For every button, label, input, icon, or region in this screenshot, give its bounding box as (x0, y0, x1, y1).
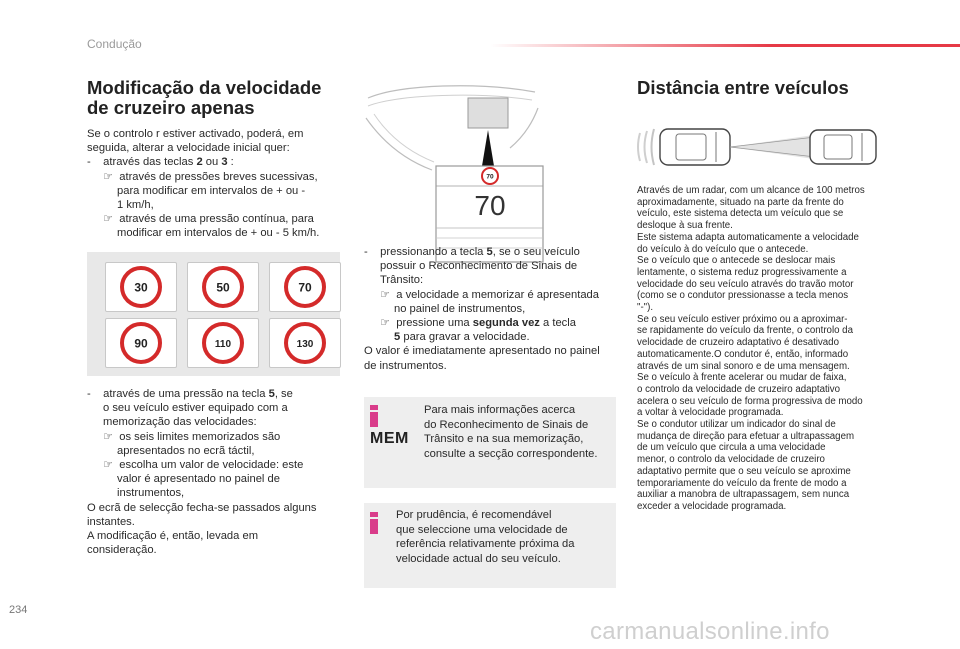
left-memorization-block (87, 387, 357, 557)
sub-bullet (364, 316, 620, 330)
text-span: através de uma pressão contínua, para (113, 213, 314, 226)
left-title (87, 78, 357, 118)
text-line: apresentados no ecrã táctil, (117, 444, 255, 457)
speed-sign-card (105, 318, 177, 368)
text-span: os seis limites memorizados são (113, 430, 281, 443)
sub-bullet (87, 170, 357, 184)
hand-pointer-icon: ☞ (103, 170, 114, 183)
text-line: Se o condutor utilizar um indicador do sinal de (637, 419, 836, 431)
text-line: para modificar em intervalos de + ou - (117, 184, 306, 197)
text-span: : (227, 156, 234, 169)
sign-value: 30 (134, 280, 148, 295)
speed-limit-110-icon (202, 322, 244, 364)
left-title-line2: de cruzeiro apenas (87, 97, 255, 118)
section-label: Condução (87, 37, 142, 51)
text-line: de um veículo que circula a uma velocidade (637, 442, 826, 454)
text-line: menor, o controlo da velocidade de cruzeiro (637, 454, 825, 466)
speed-sign-card (187, 318, 259, 368)
sub-bullet (87, 212, 357, 226)
text-line: do veículo à do veículo que o antecede. (637, 243, 809, 255)
text-line: que seleccione uma velocidade de (396, 523, 568, 536)
text-line: se rapidamente do veículo da frente, o controlo da (637, 325, 853, 337)
middle-text-block (364, 245, 620, 373)
sign-value: 70 (298, 280, 312, 295)
sub-bullet (87, 458, 357, 472)
text-line: a voltar à velocidade programada. (637, 407, 784, 419)
text-line: "-"). (637, 302, 654, 314)
text-line: acelera o seu veículo de forma progressiva de modo (637, 395, 863, 407)
text-line: O ecrã de selecção fecha-se passados alguns (87, 501, 317, 514)
text-line: 1 km/h, (117, 199, 154, 212)
text-span: escolha um valor de velocidade: este (113, 459, 304, 472)
page-number: 234 (9, 604, 28, 616)
text-line: exceder a velocidade programada. (637, 500, 787, 512)
text-line: Se o seu veículo estiver próximo ou a aproximar- (637, 313, 848, 325)
sub-bullet (87, 430, 357, 444)
speed-limit-70-icon (284, 266, 326, 308)
vehicle-distance-illustration (636, 123, 886, 173)
display-speed-value: 70 (474, 190, 506, 221)
sub-bullet (364, 288, 620, 302)
info-box-recognition (364, 397, 616, 488)
sign-value: 50 (216, 280, 230, 295)
sign-value: 90 (134, 336, 148, 351)
speed-limit-30-icon (120, 266, 162, 308)
text-span: a tecla (539, 317, 576, 330)
text-span: ou (202, 156, 222, 169)
text-line: memorização das velocidades: (103, 416, 257, 429)
speed-limit-130-icon (284, 322, 326, 364)
text-line: Por prudência, é recomendável (396, 509, 552, 521)
text-span: através de pressões breves sucessivas, (113, 170, 318, 183)
text-span: - através das teclas (87, 156, 197, 169)
text-line: auxiliar a manobra de ultrapassagem, sem nunca (637, 489, 850, 501)
text-line: do Reconhecimento de Sinais de (424, 418, 589, 431)
bullet-key5 (364, 245, 620, 259)
speed-sign-card (269, 318, 341, 368)
text-span: , se o seu veículo (492, 246, 580, 258)
info-box-prudence (364, 503, 616, 588)
text-line: no painel de instrumentos, (394, 302, 526, 315)
text-line: instantes. (87, 515, 135, 528)
mem-button-label: MEM (370, 430, 409, 447)
left-intro-block (87, 127, 357, 241)
speed-sign-card (187, 262, 259, 312)
text-line: desloque à sua frente. (637, 220, 733, 232)
speed-sign-card (105, 262, 177, 312)
speed-limit-90-icon (120, 322, 162, 364)
bullet-key5 (87, 387, 357, 401)
display-sign-value: 70 (486, 173, 494, 181)
text-line: consulte a secção correspondente. (424, 447, 598, 460)
text-line: o seu veículo estiver equipado com a (103, 402, 288, 415)
hand-pointer-icon: ☞ (103, 459, 114, 472)
key-label: 3 (221, 156, 228, 169)
text-span: , se (274, 388, 293, 400)
info-icon (370, 405, 378, 427)
text-line: possuir o Reconhecimento de Sinais de (380, 260, 578, 273)
emphasis: segunda vez (472, 317, 540, 330)
text-line: de instrumentos. (364, 359, 447, 372)
text-line: Trânsito e na sua memorização, (424, 433, 584, 446)
key-label: 2 (196, 156, 203, 169)
text-line: mudança de direção para efetuar a ultrapassagem (637, 430, 855, 442)
info-icon (370, 512, 378, 534)
text-span: - pressionando a tecla (364, 246, 487, 258)
text-line: veículo, este sistema detecta um veículo que se (637, 208, 844, 220)
left-title-line1: Modificação da velocidade (87, 77, 322, 98)
hand-pointer-icon: ☞ (380, 317, 391, 330)
watermark: carmanualsonline.info (590, 618, 830, 645)
right-text-block (637, 185, 899, 513)
text-line: temporariamente do veículo da frente de modo a (637, 477, 847, 489)
speed-limit-50-icon (202, 266, 244, 308)
info-box-text (424, 403, 614, 461)
text-line: Se o controlo r estiver activado, poderá, em (87, 128, 304, 140)
text-line: valor é apresentado no painel de (117, 473, 280, 486)
sign-value: 110 (214, 339, 232, 350)
header-accent-bar (490, 44, 960, 47)
text-line: seguida, alterar a velocidade inicial quer: (87, 142, 290, 155)
text-span: pressione uma (390, 317, 473, 330)
text-line: através de um sinal sonoro e de uma mensagem. (637, 360, 850, 372)
text-line: Através de um radar, com um alcance de 100 metros (637, 185, 865, 196)
speed-limit-selection-panel (87, 252, 340, 376)
text-line: Se o veículo que o antecede se deslocar mais (637, 255, 836, 267)
text-line: velocidade do seu veículo através do travão motor (637, 278, 854, 290)
text-line: A modificação é, então, levada em (87, 530, 259, 543)
right-title: Distância entre veículos (637, 77, 849, 98)
instrument-panel-illustration (360, 78, 550, 266)
text-line: automaticamente.O condutor é, então, informado (637, 348, 849, 360)
text-line: O valor é imediatamente apresentado no painel (364, 345, 600, 358)
text-line: lentamente, o sistema reduz progressivamente a (637, 266, 847, 278)
text-line: o controlo da velocidade de cruzeiro adaptativo (637, 383, 841, 395)
text-line: Este sistema adapta automaticamente a velocidade (637, 231, 859, 243)
sign-value: 130 (296, 339, 314, 350)
key-label: 5 (268, 388, 275, 400)
hand-pointer-icon: ☞ (103, 430, 114, 443)
text-line: velocidade de cruzeiro adaptativo é desativado (637, 337, 839, 349)
text-span: - através de uma pressão na tecla (87, 388, 269, 400)
text-line: aproximadamente, situado na parte da frente do (637, 196, 844, 208)
text-line: adaptativo permite que o seu veículo se aproxime (637, 465, 851, 477)
speed-sign-card (269, 262, 341, 312)
text-line: consideração. (87, 544, 157, 557)
key-label: 5 (394, 331, 401, 344)
text-span: a velocidade a memorizar é apresentada (390, 288, 599, 301)
text-span: para gravar a velocidade. (400, 331, 530, 344)
key-label: 5 (486, 246, 493, 258)
text-line: instrumentos, (117, 487, 185, 500)
text-line: Para mais informações acerca (424, 404, 576, 416)
info-box-text (396, 508, 611, 566)
text-line: velocidade actual do seu veículo. (396, 552, 561, 565)
text-line: modificar em intervalos de + ou - 5 km/h. (117, 227, 320, 240)
hand-pointer-icon: ☞ (380, 288, 391, 301)
bullet-keys (87, 155, 357, 169)
text-line: Se o veículo à frente acelerar ou mudar de faixa, (637, 372, 847, 384)
text-line (364, 330, 620, 344)
text-line: (como se o condutor pressionasse a tecla menos (637, 290, 849, 302)
text-line: referência relativamente próxima da (396, 538, 575, 551)
hand-pointer-icon: ☞ (103, 213, 114, 226)
text-line: Trânsito: (380, 274, 424, 287)
